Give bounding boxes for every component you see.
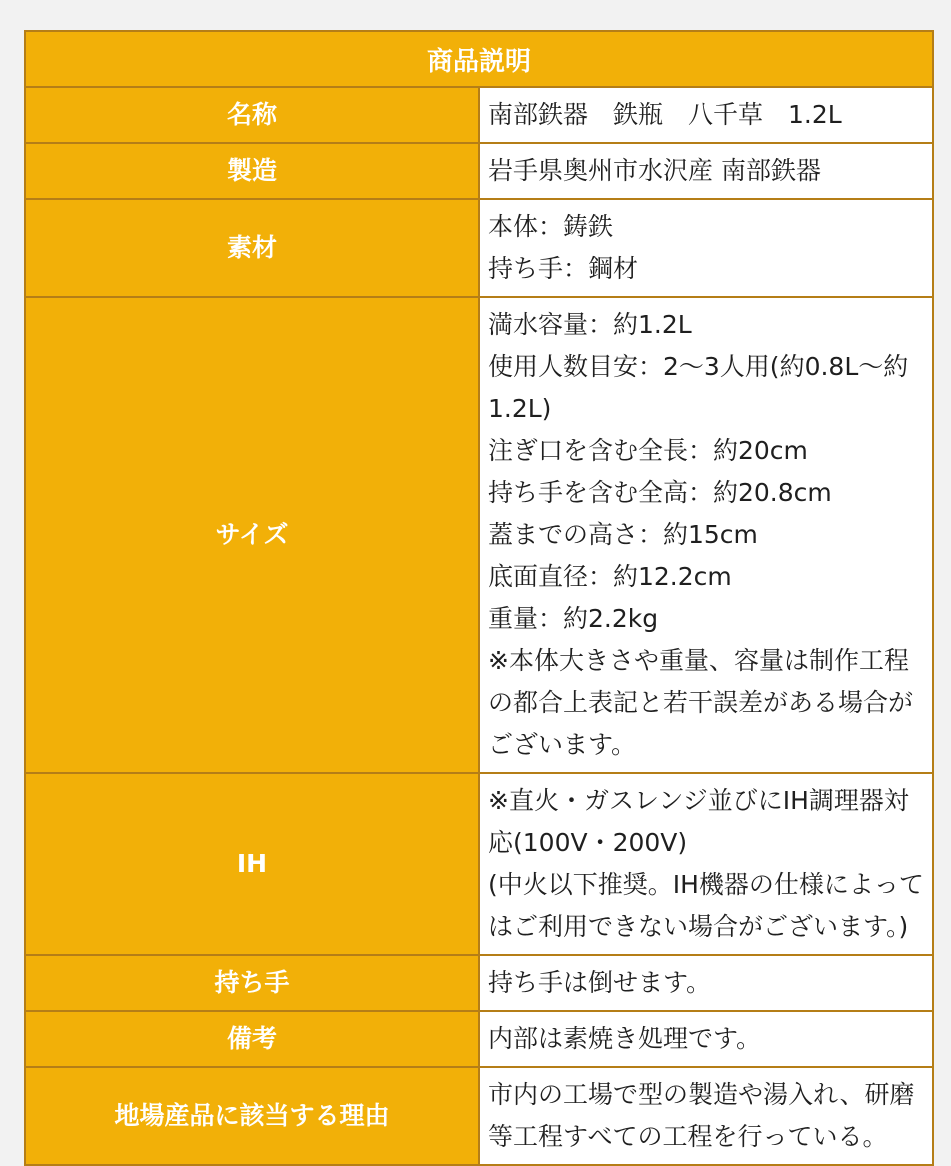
label-size: サイズ bbox=[25, 297, 479, 773]
label-ih: IH bbox=[25, 773, 479, 955]
value-line: 内部は素焼き処理です。 bbox=[488, 1024, 762, 1053]
value-line: 持ち手を含む全高：約20.8cm bbox=[488, 478, 832, 507]
row-name bbox=[25, 87, 933, 143]
spec-table bbox=[24, 30, 934, 1166]
row-handle bbox=[25, 955, 933, 1011]
value-name bbox=[479, 87, 933, 143]
label-name: 名称 bbox=[25, 87, 479, 143]
row-material bbox=[25, 199, 933, 297]
product-description bbox=[24, 30, 934, 1166]
value-line: (中火以下推奨。IH機器の仕様によってはご利用できない場合がございます。) bbox=[488, 870, 924, 941]
row-size bbox=[25, 297, 933, 773]
value-line: ※直火・ガスレンジ並びにIH調理器対応(100V・200V) bbox=[488, 786, 909, 857]
value-line: 市内の工場で型の製造や湯入れ、研磨等工程すべての工程を行っている。 bbox=[488, 1080, 915, 1151]
row-ih bbox=[25, 773, 933, 955]
value-line: 底面直径：約12.2cm bbox=[488, 562, 732, 591]
table-title: 商品説明 bbox=[25, 31, 933, 87]
value-line: 持ち手は倒せます。 bbox=[488, 968, 712, 997]
value-line: 本体：鋳鉄 bbox=[488, 212, 614, 241]
value-ih bbox=[479, 773, 933, 955]
label-handle: 持ち手 bbox=[25, 955, 479, 1011]
label-material: 素材 bbox=[25, 199, 479, 297]
value-line: 重量：約2.2kg bbox=[488, 604, 659, 633]
value-line: 南部鉄器 鉄瓶 八千草 1.2L bbox=[488, 100, 842, 129]
value-manufacture bbox=[479, 143, 933, 199]
table-header-row bbox=[25, 31, 933, 87]
value-line: 持ち手：鋼材 bbox=[488, 254, 639, 283]
value-line: 蓋までの高さ：約15cm bbox=[488, 520, 758, 549]
value-material bbox=[479, 199, 933, 297]
value-reason bbox=[479, 1067, 933, 1165]
value-line: 満水容量：約1.2L bbox=[488, 310, 692, 339]
label-reason: 地場産品に該当する理由 bbox=[25, 1067, 479, 1165]
value-line: ※本体大きさや重量、容量は制作工程の都合上表記と若干誤差がある場合がございます。 bbox=[488, 646, 914, 759]
row-reason bbox=[25, 1067, 933, 1165]
value-handle bbox=[479, 955, 933, 1011]
value-line: 使用人数目安：2〜3人用(約0.8L〜約1.2L) bbox=[488, 352, 909, 423]
value-line: 岩手県奥州市水沢産 南部鉄器 bbox=[488, 156, 821, 185]
value-size bbox=[479, 297, 933, 773]
row-manufacture bbox=[25, 143, 933, 199]
value-line: 注ぎ口を含む全長：約20cm bbox=[488, 436, 808, 465]
row-note bbox=[25, 1011, 933, 1067]
label-manufacture: 製造 bbox=[25, 143, 479, 199]
label-note: 備考 bbox=[25, 1011, 479, 1067]
value-note bbox=[479, 1011, 933, 1067]
